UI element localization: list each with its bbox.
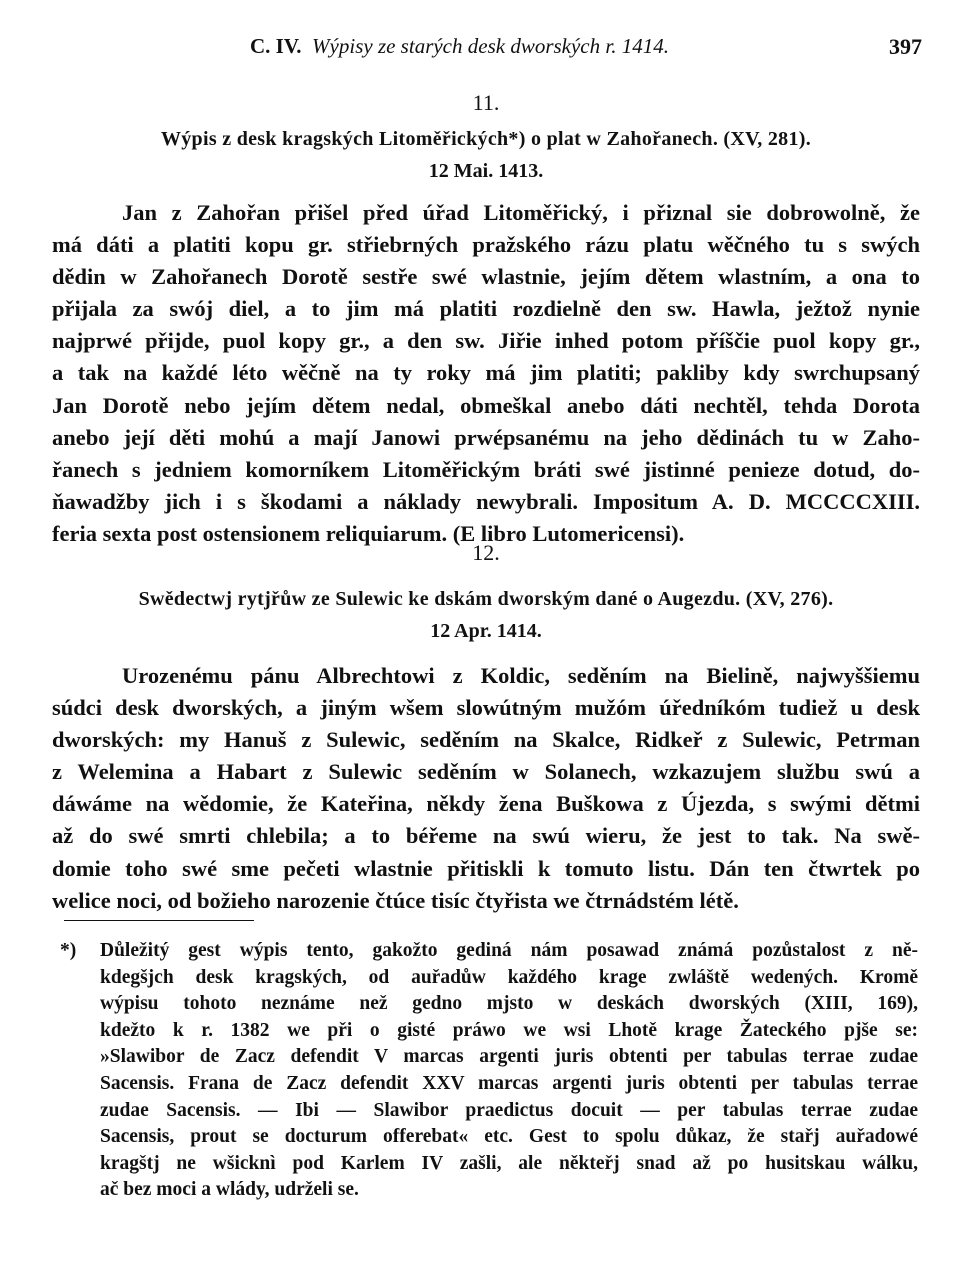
footnote-line: »Slawibor de Zacz defendit V marcas argenti juris obtenti per tabulas terrae zudae [100, 1046, 918, 1068]
footnote-divider [64, 920, 254, 921]
entry-12-number: 12. [472, 540, 500, 565]
entry-11-line: dědin w Zahořanech Dorotě sestře swé wlastnie, jejím dětem wlastním, a ona to [52, 264, 920, 290]
entry-12-line: z Welemina a Habart z Sulewic seděním w Solanech, wzkazujem službu swú a [52, 759, 920, 785]
entry-12-line: Urozenému pánu Albrechtowi z Koldic, seděním na Bielině, najwyššiemu [122, 663, 920, 688]
entry-11-line: ňawadžby jich i s škodami a náklady newybrali. Impositum A. D. MCCCCXIII. [52, 488, 920, 514]
running-head-left [250, 34, 669, 59]
entry-11-heading: Wýpis z desk kragských Litoměřických*) o plat w Zahořanech. (XV, 281). [160, 128, 812, 150]
running-head-title: Wýpisy ze starých desk dworských r. 1414. [312, 34, 669, 58]
entry-12-line: dáwáme na wědomie, že Kateřina, někdy žena Buškowa z Újezda, s swými dětmi [52, 791, 920, 817]
footnote-line: kdegšjch desk kragských, od auřadůw každého krage zwláště wedených. Kromě [100, 966, 918, 988]
entry-12-line: domie toho swé sme pečeti wlastnie přitiskli k tomuto listu. Dán ten čtwrtek po [52, 855, 920, 881]
entry-11-line: feria sexta post ostensionem reliquiarum. (E libro Lutomericensi). [52, 520, 685, 546]
footnote-line: Sacensis. Frana de Zacz defendit XXV marcas argenti juris obtenti per tabulas terrae [100, 1072, 918, 1094]
entry-11-line: má dáti a platiti kopu gr. střiebrných pražského rázu platu wěčného tu s swých [52, 232, 920, 258]
entry-11-date: 12 Mai. 1413. [428, 160, 544, 182]
entry-12-text [52, 660, 920, 917]
entry-11-line: Jan z Zahořan přišel před úřad Litoměřický, i přiznal sie dobrowolně, že [122, 200, 920, 225]
entry-11-line: řanech s jedniem komorníkem Litoměřickým bráti swé jistinné penieze dotud, do- [52, 456, 920, 482]
footnote-line: Sacensis, prout se docturum offerebat« etc. Gest to spolu důkaz, že stařj auřadowé [100, 1126, 918, 1148]
footnote-line: zudae Sacensis. — Ibi — Slawibor praedictus docuit — per tabulas terrae zudae [100, 1099, 918, 1121]
entry-11-line: najprwé přijde, puol kopy gr., a den sw. Jiřie inhed potom příščie puol kopy gr., [52, 328, 920, 354]
footnote-line: Důležitý gest wýpis tento, gakožto gediná nám posawad známá pozůstalost z ně- [100, 940, 918, 961]
entry-12-date: 12 Apr. 1414. [430, 620, 542, 642]
entry-11-line: a tak na každé léto wěčně na ty roky má jim platiti; pakliby kdy swrchupsaný [52, 360, 920, 386]
page-number: 397 [889, 34, 922, 59]
entry-12-line: dworských: my Hanuš z Sulewic, seděním na Skalce, Ridkeř z Sulewic, Petrman [52, 727, 920, 753]
entry-12-line: až do swé smrti chlebila; a to béřeme na swú wieru, že jest to tak. Na swě- [52, 823, 920, 849]
entry-11-line: anebo její děti mohú a mají Janowi prwépsanému na jeho dědinách tu w Zaho- [52, 424, 920, 450]
entry-12-heading: Swědectwj rytjřůw ze Sulewic ke dskám dworským dané o Augezdu. (XV, 276). [138, 588, 834, 610]
footnote [60, 938, 918, 1204]
footnote-marker: *) [60, 940, 77, 961]
entry-11-line: Jan Dorotě nebo jejím dětem nedal, obmeškal anebo dáti nechtěl, tehda Dorota [52, 392, 920, 418]
footnote-line: kdežto k r. 1382 we při o gisté práwo we wsi Lhotě krage Žateckého pjše se: [100, 1019, 918, 1041]
entry-12-line: súdci desk dworských, a jiným wšem slowútným mužóm úředníkóm tudiež u desk [52, 695, 920, 721]
entry-11-line: přijala za swój diel, a to jim má platiti rozdielně den sw. Hawla, ježtož nynie [52, 296, 920, 322]
entry-12-line: welice noci, od božieho narozenie čtúce tisíc čtyřista we čtrnádstém létě. [52, 887, 739, 913]
entry-11-text [52, 197, 920, 550]
footnote-line: ač bez moci a wlády, udrželi se. [100, 1179, 359, 1201]
footnote-line: kragštj ne wšicknì pod Karlem IV zašli, ale někteřj snad až po husitskau wálku, [100, 1152, 918, 1174]
chapter-label: C. IV. [250, 34, 302, 58]
running-head [120, 34, 922, 64]
entry-11-number: 11. [472, 90, 500, 115]
footnote-line: wýpisu tohoto neznáme než gedno mjsto w deskách dworských (XIII, 169), [100, 993, 918, 1015]
